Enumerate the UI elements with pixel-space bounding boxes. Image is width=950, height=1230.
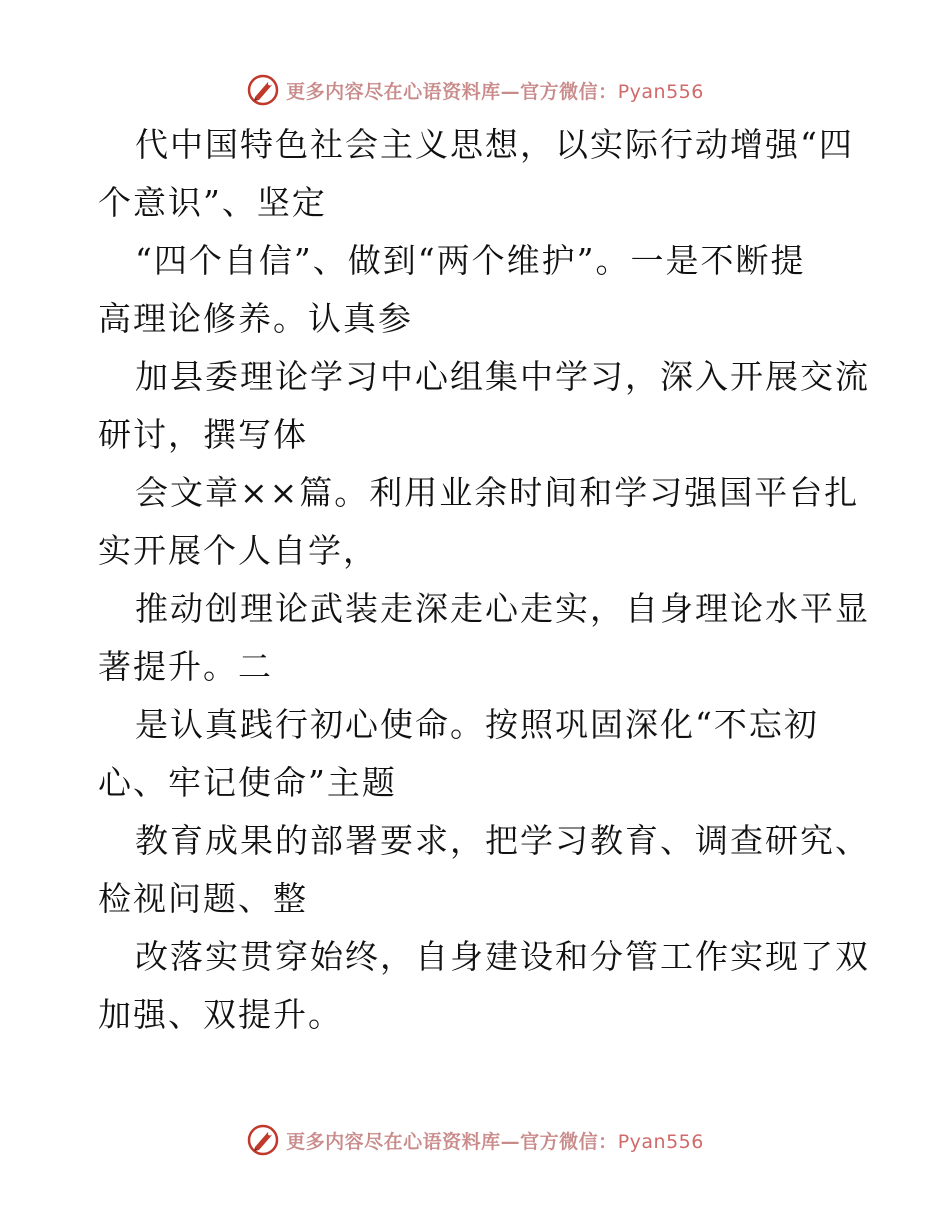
text-line: 是认真践行初心使命。按照巩固深化“不忘初: [135, 705, 819, 744]
text-line: 著提升。二: [98, 647, 273, 686]
text-line: “四个自信”、做到“两个维护”。一是不断提: [135, 241, 806, 280]
text-line: 实开展个人自学，: [98, 531, 378, 570]
document-body: [98, 116, 870, 1044]
pen-logo-icon: [246, 1123, 280, 1157]
watermark-text: 更多内容尽在心语资料库—官方微信：Pyan556: [286, 1130, 704, 1153]
text-line: 检视问题、整: [98, 879, 308, 918]
watermark-account: Pyan556: [617, 1130, 704, 1153]
header-watermark: [0, 70, 950, 110]
watermark-account: Pyan556: [617, 80, 704, 103]
text-line: 加县委理论学习中心组集中学习，深入开展交流: [135, 357, 870, 396]
text-line: 推动创理论武装走深走心走实，自身理论水平显: [135, 589, 870, 628]
pen-logo-icon: [246, 73, 280, 107]
text-line: 代中国特色社会主义思想，以实际行动增强“四: [135, 125, 854, 164]
text-line: 研讨，撰写体: [98, 415, 308, 454]
footer-watermark: [0, 1120, 950, 1160]
text-line: 高理论修养。认真参: [98, 299, 413, 338]
text-line: 会文章××篇。利用业余时间和学习强国平台扎: [135, 473, 860, 512]
text-line: 改落实贯穿始终，自身建设和分管工作实现了双: [135, 937, 870, 976]
watermark-text: 更多内容尽在心语资料库—官方微信：Pyan556: [286, 80, 704, 103]
text-line: 加强、双提升。: [98, 995, 343, 1034]
text-line: 心、牢记使命”主题: [98, 763, 397, 802]
text-line: 个意识”、坚定: [98, 183, 327, 222]
text-line: 教育成果的部署要求，把学习教育、调查研究、: [135, 821, 870, 860]
